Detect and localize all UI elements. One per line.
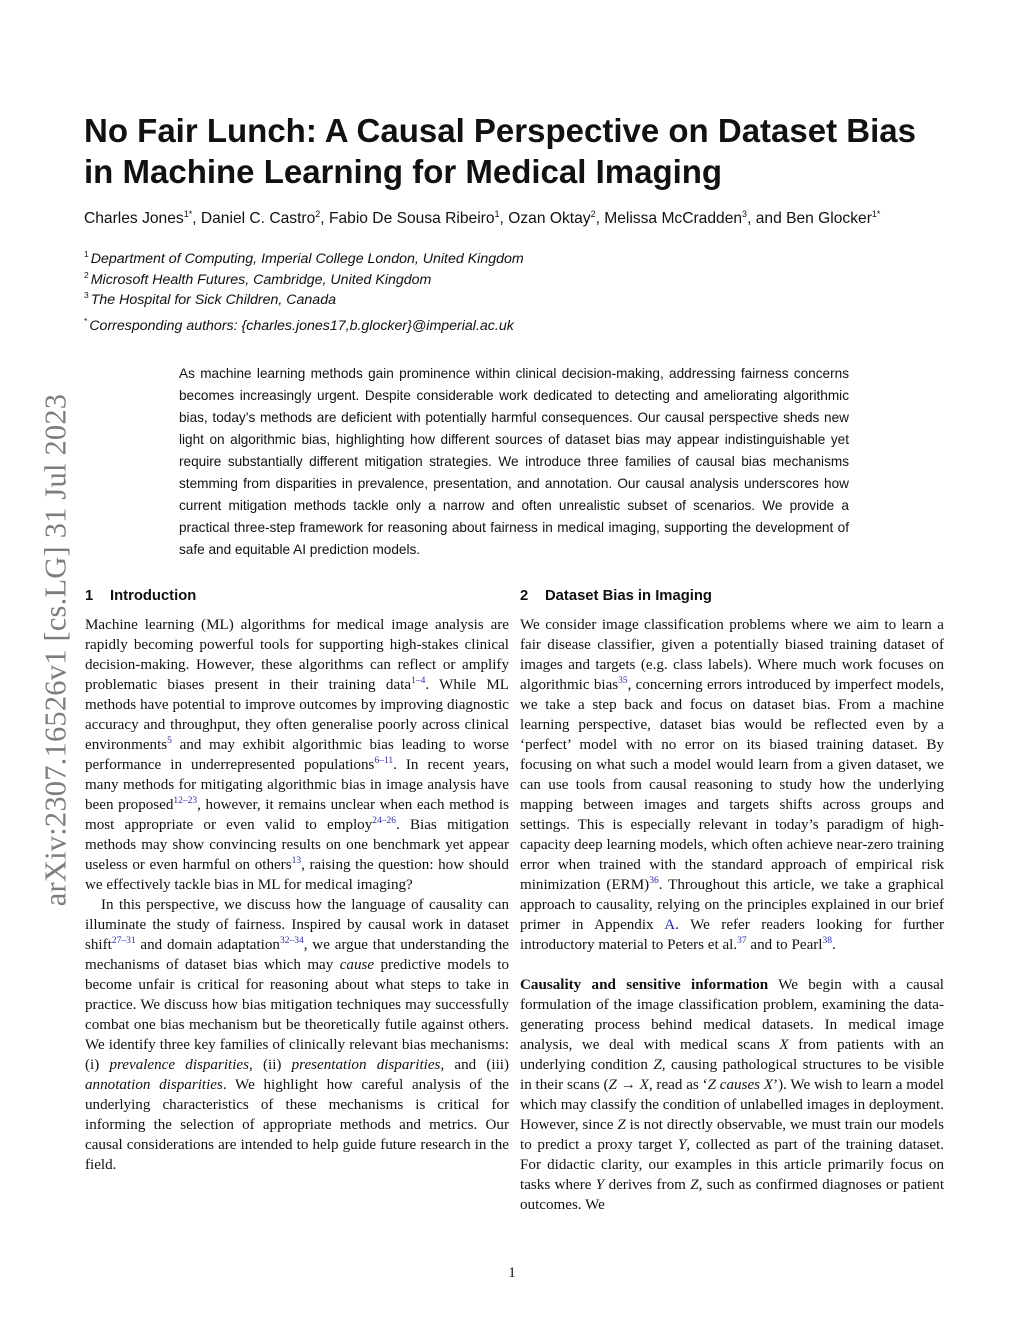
citation-link[interactable]: 13 <box>291 855 302 866</box>
title-line-2: in Machine Learning for Medical Imaging <box>84 153 723 190</box>
emphasis-text: cause <box>339 957 375 973</box>
math-symbol: Z <box>690 1177 699 1193</box>
corresponding-authors-note <box>84 318 514 334</box>
author-separator: , and <box>747 210 787 227</box>
body-text: , however, it remains unclear when each method is most appropriate or even valid to employ <box>85 797 509 833</box>
author-separator: , <box>320 210 329 227</box>
abstract: As machine learning methods gain prominence within clinical decision-making, addressing fairness concerns becomes increasingly urgent. Despite considerable work dedicated to detecting and ameliorating algorithmic bias, today’s methods are deficient with potentially harmful consequences. Our causal perspective sheds new light on algorithmic bias, highlighting how different sources of dataset bias may appear indistinguishable yet require substantially different mitigation strategies. We introduce three families of causal bias mechanisms stemming from disparities in prevalence, presentation, and annotation. Our causal analysis underscores how current mitigation methods tackle only a narrow and often unrealistic subset of scenarios. We provide a practical three-step framework for reasoning about fairness in medical imaging, supporting the development of safe and equitable AI prediction models. <box>179 366 849 557</box>
corresponding-text: Corresponding authors: {charles.jones17,b.glocker}@imperial.ac.uk <box>89 318 514 334</box>
affiliation-mark: 1 <box>84 249 89 260</box>
body-text: and may exhibit algorithmic bias leading to worse performance in underrepresented populations <box>85 737 509 773</box>
author-name: Ozan Oktay <box>508 210 591 227</box>
paragraph-run-in-heading: Causality and sensitive information <box>520 977 769 993</box>
emphasis-text: presentation disparities <box>291 1057 441 1073</box>
body-text: and to Pearl <box>746 937 823 953</box>
body-text: . Bias mitigation methods may show convincing results on one benchmark yet appear useless or even harmful on others <box>85 817 509 873</box>
author-affiliation-mark: 1* <box>183 208 193 219</box>
affiliation-line <box>84 270 984 291</box>
body-paragraph <box>85 615 509 895</box>
citation-link[interactable]: 27–31 <box>111 935 136 946</box>
affiliation-list <box>84 249 984 311</box>
author-name: Daniel C. Castro <box>200 210 316 227</box>
affiliation-line <box>84 249 984 270</box>
author-separator: , <box>499 210 509 227</box>
section-title: Dataset Bias in Imaging <box>545 588 712 604</box>
author-name: Charles Jones <box>84 210 184 227</box>
body-text: . While ML methods have potential to improve outcomes by improving diagnostic accuracy and throughput, they often generalise poorly across clinical environments <box>85 677 510 753</box>
paper-title <box>84 110 964 192</box>
body-text: In this perspective, we discuss how the language of causality can illuminate the study of fairness. Inspired by causal work in dataset shift <box>85 897 509 953</box>
body-text: . We highlight how careful analysis of the underlying characteristics of these mechanisms is critical for informing the selection of appropriate methods and metrics. Our causal considerations are intended to help guide future research in the field. <box>85 1077 509 1173</box>
body-text: ’). We wish to learn a model which may classify the condition of unlabelled images in deployment. However, since <box>520 1077 944 1133</box>
body-text: , raising the question: how should we effectively tackle bias in ML for medical imaging? <box>85 857 509 893</box>
body-text: Machine learning (ML) algorithms for medical image analysis are rapidly becoming powerful tools for supporting high-stakes clinical decision-making. However, these algorithms can reflect or amplify problematic biases present in their training data <box>85 617 509 693</box>
citation-link[interactable]: 5 <box>167 735 172 746</box>
citation-link[interactable]: 1–4 <box>411 675 426 686</box>
emphasis-text: prevalence disparities <box>109 1057 250 1073</box>
author-list <box>84 210 984 228</box>
body-text: We consider image classification problems where we aim to learn a fair disease classifier, given a potentially biased training dataset of images and targets (e.g. class labels). Where much work focuses on algorithmic bias <box>520 617 944 693</box>
author-name: Fabio De Sousa Ribeiro <box>328 210 495 227</box>
author-name: Melissa McCradden <box>604 210 743 227</box>
author-name: Ben Glocker <box>786 210 872 227</box>
body-text: , we argue that understanding the mechanisms of dataset bias which may <box>85 937 509 973</box>
body-text: derives from <box>604 1177 691 1193</box>
math-symbol: Y <box>678 1137 687 1153</box>
section-number: 1 <box>85 588 94 604</box>
affiliation-mark: 2 <box>84 269 89 280</box>
right-column <box>520 586 944 1215</box>
math-expression: Z causes X <box>707 1077 774 1093</box>
math-symbol: Z <box>617 1117 626 1133</box>
body-text: , and (iii) <box>440 1057 510 1073</box>
body-text: , concerning errors introduced by imperfect models, we take a step back and focus on dataset bias. From a machine learning perspective, dataset bias would be reflected even by a ‘perfect’ model with no error on its biased training dataset. By focusing on what such a model would learn from a given dataset, we can use tools from causal reasoning to study how the underlying mapping between images and targets shifts across groups and settings. This is especially relevant in today’s paradigm of high-capacity deep learning models, which often achieve near-zero training error when trained with the standard approach of empirical risk minimization (ERM) <box>520 677 944 893</box>
body-text: We begin with a causal formulation of the image classification problem, examining the data-generating process behind medical datasets. In medical image analysis, we deal with medical scans <box>520 977 944 1053</box>
math-symbol: Z <box>653 1057 662 1073</box>
body-paragraph <box>520 615 944 955</box>
citation-link[interactable]: 38 <box>822 935 832 946</box>
affiliation-text: Department of Computing, Imperial College London, United Kingdom <box>90 251 524 267</box>
affiliation-text: Microsoft Health Futures, Cambridge, United Kingdom <box>90 271 432 288</box>
math-symbol: Y <box>595 1177 605 1193</box>
author-affiliation-mark: 2 <box>315 208 321 219</box>
body-text: , read as ‘ <box>648 1077 708 1093</box>
author-affiliation-mark: 1 <box>494 208 500 219</box>
body-paragraph <box>85 895 509 1175</box>
affiliation-line <box>84 290 984 311</box>
body-text: . In recent years, many methods for mitigating algorithmic bias in image analysis have been proposed <box>85 757 509 813</box>
affiliation-text: The Hospital for Sick Children, Canada <box>90 292 336 308</box>
body-paragraph <box>520 975 944 1215</box>
author-affiliation-mark: 3 <box>742 208 748 219</box>
section-number: 2 <box>520 588 529 604</box>
body-text: and domain adaptation <box>135 937 280 953</box>
body-text: , collected as part of the training dataset. For didactic clarity, our examples in this article primarily focus on tasks where <box>520 1137 945 1193</box>
body-text: is not directly observable, we must train our models to predict a proxy target <box>520 1117 944 1153</box>
citation-link[interactable]: 37 <box>737 935 747 946</box>
citation-link[interactable]: 6–11 <box>374 755 394 766</box>
citation-link[interactable]: 36 <box>649 875 659 886</box>
affiliation-mark: 3 <box>84 290 89 301</box>
citation-link[interactable]: 32–34 <box>279 935 304 946</box>
author-affiliation-mark: 1* <box>871 208 881 219</box>
appendix-link[interactable]: A <box>664 917 676 933</box>
section-heading-dataset-bias <box>520 586 944 606</box>
author-affiliation-mark: 2 <box>590 208 596 219</box>
body-text: . <box>832 937 836 953</box>
math-symbol: X <box>779 1037 789 1053</box>
citation-link[interactable]: 24–26 <box>372 815 397 826</box>
citation-link[interactable]: 12–23 <box>173 795 198 806</box>
left-column <box>85 586 509 1175</box>
section-title: Introduction <box>110 588 197 604</box>
arxiv-identifier-stamp: arXiv:2307.16526v1 [cs.LG] 31 Jul 2023 <box>38 393 73 907</box>
author-separator: , <box>192 210 201 227</box>
author-separator: , <box>595 210 605 227</box>
body-text: . Throughout this article, we take a graphical approach to causality, relying on the principles explained in our brief primer in Appendix <box>520 877 944 933</box>
body-text: , such as confirmed diagnoses or patient outcomes. We <box>520 1177 945 1213</box>
math-expression: Z → X <box>608 1077 649 1093</box>
body-text: , causing pathological structures to be visible in their scans ( <box>520 1057 944 1093</box>
body-text: , (ii) <box>249 1057 292 1073</box>
emphasis-text: annotation disparities <box>85 1077 223 1093</box>
section-heading-introduction <box>85 586 509 606</box>
corresponding-mark: * <box>84 316 88 327</box>
title-line-1: No Fair Lunch: A Causal Perspective on Dataset Bias <box>84 112 916 149</box>
body-text: . We refer readers looking for further introductory material to Peters et al. <box>520 917 944 953</box>
body-text: from patients with an underlying condition <box>520 1037 944 1073</box>
body-text: predictive models to become unfair is critical for reasoning about what steps to take in practice. We discuss how bias mitigation techniques may successfully combat one bias mechanism but be theoretically futile against others. We identify three key families of clinically relevant bias mechanisms: (i) <box>85 957 509 1073</box>
page-number: 1 <box>508 1265 516 1281</box>
citation-link[interactable]: 35 <box>618 675 628 686</box>
